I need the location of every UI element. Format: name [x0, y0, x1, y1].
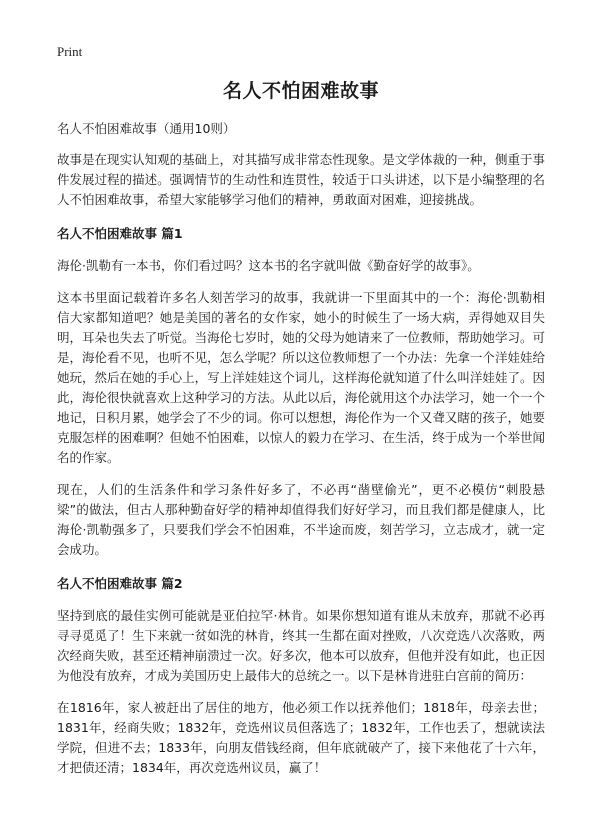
- section-1-paragraph: 海伦·凯勒有一本书，你们看过吗？这本书的名字就叫做《勤奋好学的故事》。: [57, 258, 480, 273]
- print-link[interactable]: Print: [57, 44, 83, 59]
- section-heading-1: 名人不怕困难故事 篇1: [57, 226, 183, 241]
- section-2-paragraph: 坚持到底的最佳实例可能就是亚伯拉罕·林肯。如果你想知道有谁从未放弃，那就不必再寻寻觅觅了！生下来就一贫如洗的林肯，终其一生都在面对挫败，八次竞选八次落败，两次经商失败，甚至还精神崩溃过一次。好多次，他本可以放弃，但他并没有如此，也正因为他没有放弃，才成为美国历史上最伟大的总统之一。以下是林肯进驻白宫前的简历：: [57, 608, 545, 683]
- section-heading-2: 名人不怕困难故事 篇2: [57, 576, 183, 591]
- section-1-paragraph: 这本书里面记载着许多名人刻苦学习的故事，我就讲一下里面其中的一个：海伦·凯勒相信大家都知道吧？她是美国的著名的女作家，她小的时候生了一场大病，弄得她双目失明，耳朵也失去了听觉。当海伦七岁时，她的父母为她请来了一位教师，帮助她学习。可是，海伦看不见，也听不见，怎么学呢？所以这位教师想了一个办法：先拿一个洋娃娃给她玩，然后在她的手心上，写上洋娃娃这个词儿，这样海伦就知道了什么叫洋娃娃了。因此，海伦很快就喜欢上这种学习的方法。从此以后，海伦就用这个办法学习，她一个一个地记，日积月累，她学会了不少的词。你可以想想，海伦作为一个又聋又瞎的孩子，她要克服怎样的困难啊？但她不怕困难，以惊人的毅力在学习、在生活，终于成为一个举世闻名的作家。: [57, 290, 545, 465]
- page-title: 名人不怕困难故事: [222, 80, 379, 102]
- section-1-paragraph: 现在，人们的生活条件和学习条件好多了，不必再“凿壁偷光”，更不必模仿“刺股悬梁”的做法，但古人那种勤奋好学的精神却值得我们好好学习，而且我们都是健康人，比海伦·凯勒强多了，只要我们学会不怕困难，不半途而废，刻苦学习，立志成才，就一定会成功。: [57, 482, 545, 557]
- intro-paragraph: 故事是在现实认知观的基础上，对其描写成非常态性现象。是文学体裁的一种，侧重于事件发展过程的描述。强调情节的生动性和连贯性，较适于口头讲述，以下是小编整理的名人不怕困难故事，希望大家能够学习他们的精神，勇敢面对困难，迎接挑战。: [57, 152, 545, 207]
- document-subtitle: 名人不怕困难故事（通用10则）: [57, 121, 236, 136]
- document-body: [57, 78, 545, 778]
- section-2-paragraph: 在1816年，家人被赶出了居住的地方，他必须工作以抚养他们；1818年，母亲去世；1831年，经商失败；1832年，竞选州议员但落选了；1832年，工作也丢了，想就读法学院，但进不去；1833年，向朋友借钱经商，但年底就破产了，接下来他花了十六年，才把债还清；1834年，再次竞选州议员，赢了！: [57, 700, 545, 775]
